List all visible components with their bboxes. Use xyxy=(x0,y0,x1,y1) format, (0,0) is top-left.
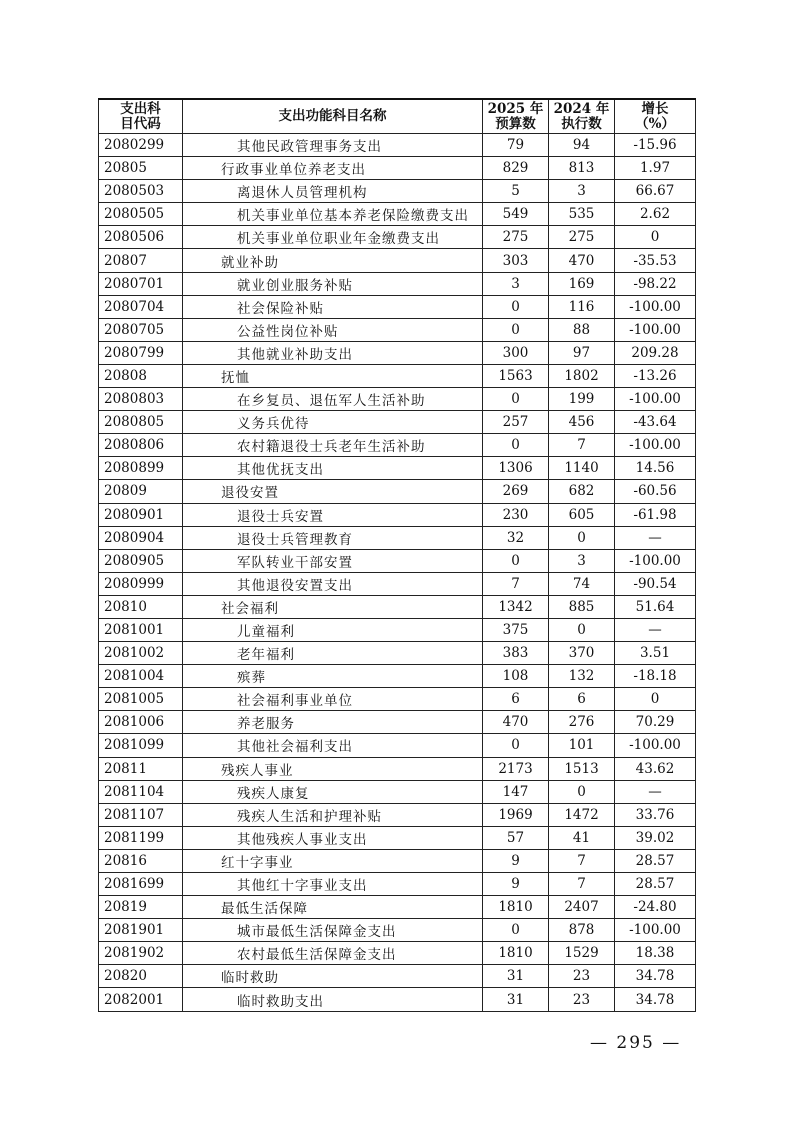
row-name: 其他残疾人事业支出 xyxy=(183,826,483,849)
row-exec-2024: 101 xyxy=(549,734,615,757)
row-budget-2025: 375 xyxy=(483,618,549,641)
table-row xyxy=(99,780,696,803)
row-budget-2025: 1306 xyxy=(483,457,549,480)
table-row xyxy=(99,549,696,572)
row-code: 2080503 xyxy=(99,180,183,203)
table-row xyxy=(99,434,696,457)
row-code: 20810 xyxy=(99,595,183,618)
row-budget-2025: 0 xyxy=(483,734,549,757)
row-name: 公益性岗位补贴 xyxy=(183,318,483,341)
row-code: 2081901 xyxy=(99,919,183,942)
row-budget-2025: 0 xyxy=(483,919,549,942)
row-budget-2025: 7 xyxy=(483,572,549,595)
row-code: 20807 xyxy=(99,249,183,272)
header-exec-line1: 2024 年 xyxy=(553,100,610,117)
row-growth: -61.98 xyxy=(615,503,696,526)
row-name: 老年福利 xyxy=(183,642,483,665)
row-exec-2024: 456 xyxy=(549,411,615,434)
row-code: 2080299 xyxy=(99,134,183,157)
row-exec-2024: 1513 xyxy=(549,757,615,780)
row-exec-2024: 0 xyxy=(549,780,615,803)
row-code: 2081099 xyxy=(99,734,183,757)
row-exec-2024: 7 xyxy=(549,434,615,457)
header-exec-line2: 执行数 xyxy=(561,115,602,132)
row-code: 2081005 xyxy=(99,688,183,711)
row-code: 2080799 xyxy=(99,341,183,364)
row-growth: -100.00 xyxy=(615,734,696,757)
table-row xyxy=(99,249,696,272)
header-code xyxy=(99,99,183,134)
row-exec-2024: 6 xyxy=(549,688,615,711)
table-row xyxy=(99,826,696,849)
row-growth: 28.57 xyxy=(615,873,696,896)
row-growth: -43.64 xyxy=(615,411,696,434)
row-code: 2080704 xyxy=(99,295,183,318)
row-exec-2024: 23 xyxy=(549,965,615,988)
table-row xyxy=(99,988,696,1011)
row-exec-2024: 2407 xyxy=(549,896,615,919)
row-growth: 2.62 xyxy=(615,203,696,226)
row-code: 2081199 xyxy=(99,826,183,849)
row-exec-2024: 878 xyxy=(549,919,615,942)
row-budget-2025: 147 xyxy=(483,780,549,803)
row-code: 2080901 xyxy=(99,503,183,526)
row-exec-2024: 23 xyxy=(549,988,615,1011)
row-budget-2025: 6 xyxy=(483,688,549,711)
row-name: 残疾人康复 xyxy=(183,780,483,803)
row-name: 残疾人事业 xyxy=(183,757,483,780)
row-growth: 28.57 xyxy=(615,849,696,872)
row-name: 退役士兵安置 xyxy=(183,503,483,526)
row-name: 农村籍退役士兵老年生活补助 xyxy=(183,434,483,457)
row-exec-2024: 94 xyxy=(549,134,615,157)
row-code: 2082001 xyxy=(99,988,183,1011)
row-budget-2025: 829 xyxy=(483,157,549,180)
row-growth: 34.78 xyxy=(615,965,696,988)
header-code-line2: 目代码 xyxy=(120,115,161,132)
row-name: 退役安置 xyxy=(183,480,483,503)
row-growth: 14.56 xyxy=(615,457,696,480)
table-row xyxy=(99,180,696,203)
row-growth: — xyxy=(615,780,696,803)
header-budget-line1: 2025 年 xyxy=(487,100,544,117)
row-budget-2025: 549 xyxy=(483,203,549,226)
row-name: 红十字事业 xyxy=(183,849,483,872)
row-growth: -15.96 xyxy=(615,134,696,157)
row-exec-2024: 275 xyxy=(549,226,615,249)
row-code: 2081902 xyxy=(99,942,183,965)
row-exec-2024: 7 xyxy=(549,873,615,896)
table-row xyxy=(99,942,696,965)
row-exec-2024: 132 xyxy=(549,665,615,688)
row-code: 2080505 xyxy=(99,203,183,226)
row-name: 养老服务 xyxy=(183,711,483,734)
row-growth: 18.38 xyxy=(615,942,696,965)
row-code: 2081006 xyxy=(99,711,183,734)
row-budget-2025: 0 xyxy=(483,318,549,341)
row-exec-2024: 0 xyxy=(549,526,615,549)
row-exec-2024: 682 xyxy=(549,480,615,503)
row-budget-2025: 0 xyxy=(483,434,549,457)
row-name: 其他优抚支出 xyxy=(183,457,483,480)
row-code: 20808 xyxy=(99,364,183,387)
row-code: 20819 xyxy=(99,896,183,919)
row-growth: 3.51 xyxy=(615,642,696,665)
row-name: 残疾人生活和护理补贴 xyxy=(183,803,483,826)
row-code: 2081002 xyxy=(99,642,183,665)
row-exec-2024: 199 xyxy=(549,388,615,411)
row-name: 儿童福利 xyxy=(183,618,483,641)
header-code-line1: 支出科 xyxy=(120,100,161,117)
table-row xyxy=(99,803,696,826)
row-name: 殡葬 xyxy=(183,665,483,688)
table-row xyxy=(99,688,696,711)
row-budget-2025: 230 xyxy=(483,503,549,526)
budget-table xyxy=(98,98,696,1012)
table-row xyxy=(99,665,696,688)
row-exec-2024: 88 xyxy=(549,318,615,341)
row-budget-2025: 108 xyxy=(483,665,549,688)
table-row xyxy=(99,711,696,734)
table-row xyxy=(99,157,696,180)
row-budget-2025: 3 xyxy=(483,272,549,295)
header-budget-2025 xyxy=(483,99,549,134)
table-row xyxy=(99,341,696,364)
table-row xyxy=(99,272,696,295)
table-row xyxy=(99,572,696,595)
row-growth: -35.53 xyxy=(615,249,696,272)
row-name: 行政事业单位养老支出 xyxy=(183,157,483,180)
row-growth: -60.56 xyxy=(615,480,696,503)
row-exec-2024: 41 xyxy=(549,826,615,849)
row-exec-2024: 276 xyxy=(549,711,615,734)
row-budget-2025: 0 xyxy=(483,295,549,318)
row-code: 20820 xyxy=(99,965,183,988)
row-budget-2025: 5 xyxy=(483,180,549,203)
table-row xyxy=(99,873,696,896)
table-row xyxy=(99,642,696,665)
row-budget-2025: 1810 xyxy=(483,942,549,965)
row-name: 就业创业服务补贴 xyxy=(183,272,483,295)
row-code: 2081104 xyxy=(99,780,183,803)
row-exec-2024: 169 xyxy=(549,272,615,295)
row-exec-2024: 0 xyxy=(549,618,615,641)
header-exec-2024 xyxy=(549,99,615,134)
table-header xyxy=(99,99,696,134)
row-growth: -100.00 xyxy=(615,434,696,457)
row-budget-2025: 275 xyxy=(483,226,549,249)
table-body xyxy=(99,134,696,1012)
row-growth: 209.28 xyxy=(615,341,696,364)
table-row xyxy=(99,364,696,387)
row-name: 临时救助 xyxy=(183,965,483,988)
row-growth: -100.00 xyxy=(615,549,696,572)
table-row xyxy=(99,618,696,641)
row-budget-2025: 1563 xyxy=(483,364,549,387)
table-row xyxy=(99,757,696,780)
row-budget-2025: 2173 xyxy=(483,757,549,780)
row-name: 义务兵优待 xyxy=(183,411,483,434)
row-growth: 0 xyxy=(615,688,696,711)
row-name: 其他民政管理事务支出 xyxy=(183,134,483,157)
row-name: 其他就业补助支出 xyxy=(183,341,483,364)
row-budget-2025: 269 xyxy=(483,480,549,503)
table-row xyxy=(99,203,696,226)
row-name: 最低生活保障 xyxy=(183,896,483,919)
table-row xyxy=(99,388,696,411)
table-row xyxy=(99,411,696,434)
row-budget-2025: 1342 xyxy=(483,595,549,618)
row-code: 20805 xyxy=(99,157,183,180)
page-number: — 295 — xyxy=(590,1033,682,1053)
row-name: 其他红十字事业支出 xyxy=(183,873,483,896)
row-budget-2025: 31 xyxy=(483,988,549,1011)
row-exec-2024: 1140 xyxy=(549,457,615,480)
row-growth: 34.78 xyxy=(615,988,696,1011)
row-growth: -90.54 xyxy=(615,572,696,595)
table-row xyxy=(99,965,696,988)
table-row xyxy=(99,480,696,503)
row-growth: 1.97 xyxy=(615,157,696,180)
row-growth: 0 xyxy=(615,226,696,249)
row-exec-2024: 1529 xyxy=(549,942,615,965)
row-exec-2024: 605 xyxy=(549,503,615,526)
table-row xyxy=(99,849,696,872)
row-growth: -100.00 xyxy=(615,919,696,942)
header-budget-line2: 预算数 xyxy=(495,115,536,132)
row-name: 退役士兵管理教育 xyxy=(183,526,483,549)
row-growth: 51.64 xyxy=(615,595,696,618)
row-growth: 33.76 xyxy=(615,803,696,826)
row-code: 2080899 xyxy=(99,457,183,480)
header-growth xyxy=(615,99,696,134)
row-budget-2025: 57 xyxy=(483,826,549,849)
table-row xyxy=(99,919,696,942)
row-name: 社会福利 xyxy=(183,595,483,618)
row-exec-2024: 813 xyxy=(549,157,615,180)
row-name: 机关事业单位基本养老保险缴费支出 xyxy=(183,203,483,226)
row-code: 2080805 xyxy=(99,411,183,434)
row-exec-2024: 3 xyxy=(549,549,615,572)
row-budget-2025: 470 xyxy=(483,711,549,734)
row-name: 社会福利事业单位 xyxy=(183,688,483,711)
row-growth: 43.62 xyxy=(615,757,696,780)
row-exec-2024: 885 xyxy=(549,595,615,618)
row-growth: -24.80 xyxy=(615,896,696,919)
row-code: 2080999 xyxy=(99,572,183,595)
row-growth: 66.67 xyxy=(615,180,696,203)
row-growth: — xyxy=(615,618,696,641)
row-growth: -13.26 xyxy=(615,364,696,387)
row-code: 20816 xyxy=(99,849,183,872)
row-budget-2025: 79 xyxy=(483,134,549,157)
row-code: 2081107 xyxy=(99,803,183,826)
header-row xyxy=(99,99,696,134)
row-code: 2080806 xyxy=(99,434,183,457)
row-growth: -18.18 xyxy=(615,665,696,688)
table-row xyxy=(99,503,696,526)
row-growth: 39.02 xyxy=(615,826,696,849)
row-name: 农村最低生活保障金支出 xyxy=(183,942,483,965)
table-row xyxy=(99,526,696,549)
row-name: 临时救助支出 xyxy=(183,988,483,1011)
row-budget-2025: 383 xyxy=(483,642,549,665)
table-row xyxy=(99,226,696,249)
row-budget-2025: 0 xyxy=(483,549,549,572)
row-budget-2025: 31 xyxy=(483,965,549,988)
row-exec-2024: 97 xyxy=(549,341,615,364)
row-growth: 70.29 xyxy=(615,711,696,734)
row-growth: -100.00 xyxy=(615,295,696,318)
row-name: 机关事业单位职业年金缴费支出 xyxy=(183,226,483,249)
row-code: 2080904 xyxy=(99,526,183,549)
table-row xyxy=(99,457,696,480)
row-name: 就业补助 xyxy=(183,249,483,272)
row-budget-2025: 9 xyxy=(483,873,549,896)
row-budget-2025: 0 xyxy=(483,388,549,411)
row-growth: -100.00 xyxy=(615,388,696,411)
table-row xyxy=(99,896,696,919)
header-growth-line1: 增长 xyxy=(641,100,669,117)
row-code: 2080506 xyxy=(99,226,183,249)
table-row xyxy=(99,295,696,318)
table-row xyxy=(99,318,696,341)
row-name: 在乡复员、退伍军人生活补助 xyxy=(183,388,483,411)
row-exec-2024: 116 xyxy=(549,295,615,318)
row-budget-2025: 300 xyxy=(483,341,549,364)
row-name: 城市最低生活保障金支出 xyxy=(183,919,483,942)
row-name: 其他社会福利支出 xyxy=(183,734,483,757)
row-budget-2025: 303 xyxy=(483,249,549,272)
row-name: 其他退役安置支出 xyxy=(183,572,483,595)
row-code: 20809 xyxy=(99,480,183,503)
row-exec-2024: 535 xyxy=(549,203,615,226)
row-name: 离退休人员管理机构 xyxy=(183,180,483,203)
row-name: 军队转业干部安置 xyxy=(183,549,483,572)
row-exec-2024: 470 xyxy=(549,249,615,272)
row-exec-2024: 74 xyxy=(549,572,615,595)
row-budget-2025: 32 xyxy=(483,526,549,549)
row-budget-2025: 9 xyxy=(483,849,549,872)
header-name: 支出功能科目名称 xyxy=(183,99,483,134)
row-name: 抚恤 xyxy=(183,364,483,387)
row-code: 2080701 xyxy=(99,272,183,295)
row-budget-2025: 1969 xyxy=(483,803,549,826)
table-row xyxy=(99,134,696,157)
row-exec-2024: 1802 xyxy=(549,364,615,387)
row-name: 社会保险补贴 xyxy=(183,295,483,318)
row-exec-2024: 3 xyxy=(549,180,615,203)
row-growth: -100.00 xyxy=(615,318,696,341)
row-growth: -98.22 xyxy=(615,272,696,295)
row-code: 2081699 xyxy=(99,873,183,896)
row-code: 2081001 xyxy=(99,618,183,641)
table-row xyxy=(99,595,696,618)
row-growth: — xyxy=(615,526,696,549)
row-code: 20811 xyxy=(99,757,183,780)
row-code: 2080705 xyxy=(99,318,183,341)
row-exec-2024: 370 xyxy=(549,642,615,665)
row-budget-2025: 1810 xyxy=(483,896,549,919)
header-growth-line2: （%） xyxy=(635,115,675,132)
row-code: 2080905 xyxy=(99,549,183,572)
row-code: 2081004 xyxy=(99,665,183,688)
row-exec-2024: 1472 xyxy=(549,803,615,826)
row-budget-2025: 257 xyxy=(483,411,549,434)
row-exec-2024: 7 xyxy=(549,849,615,872)
table-row xyxy=(99,734,696,757)
row-code: 2080803 xyxy=(99,388,183,411)
